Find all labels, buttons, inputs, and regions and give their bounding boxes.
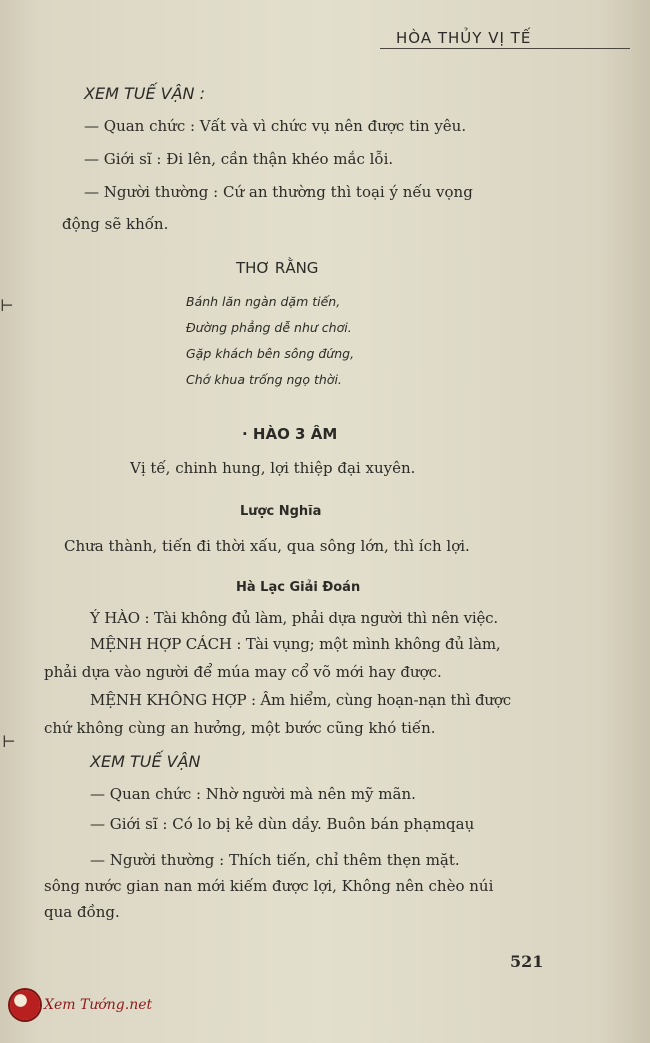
hao-verse: Vị tế, chinh hung, lợi thiệp đại xuyên. (130, 459, 416, 477)
poem-line: Gặp khách bên sông đứng, (186, 346, 355, 361)
paragraph-line: — Quan chức : Vất và vì chức vụ nên được tin yêu. (84, 117, 467, 135)
paragraph-line: MỆNH KHÔNG HỢP : Âm hiểm, cùng hoạn-nạn thì được (90, 691, 511, 709)
paragraph-line: chứ không cùng an hưởng, một bước cũng khó tiến. (44, 719, 436, 737)
section-heading: XEM TUẾ VẬN (90, 752, 201, 771)
poem-line: Bánh lăn ngàn dặm tiến, (186, 294, 341, 309)
paragraph-line: — Quan chức : Nhờ người mà nên mỹ mãn. (90, 785, 416, 803)
paragraph-line: động sẽ khốn. (62, 215, 169, 233)
paragraph-line: — Giới sĩ : Có lo bị kẻ dùn dầy. Buôn bán phạmqaụ (90, 815, 475, 833)
luoc-nghia-text: Chưa thành, tiến đi thời xấu, qua sông lớn, thì ích lợi. (64, 537, 470, 555)
ha-lac-title: Hà Lạc Giải Đoán (236, 580, 361, 595)
paragraph-line: sông nước gian nan mới kiếm được lợi, Không nên chèo núi (44, 877, 494, 895)
margin-mark: ⊢ (2, 732, 16, 751)
hao-title: · HÀO 3 ÂM (242, 425, 338, 443)
running-title: HÒA THỦY VỊ TẾ (396, 29, 532, 47)
page-number: 521 (510, 952, 544, 971)
poem-line: Chớ khua trống ngọ thời. (186, 372, 342, 387)
paragraph-line: qua đồng. (44, 903, 120, 921)
section-heading: XEM TUẾ VẬN : (84, 84, 205, 103)
paragraph-line: Ý HÀO : Tài không đủ làm, phải dựa người thì nên việc. (90, 609, 498, 627)
margin-mark: ⊢ (0, 296, 14, 315)
luoc-nghia-title: Lược Nghĩa (240, 504, 322, 519)
watermark (10, 990, 152, 1020)
header-rule (380, 48, 630, 49)
poem-title: THƠ RẰNG (236, 259, 319, 277)
paragraph-line: phải dựa vào người để múa may cổ võ mới hay được. (44, 663, 442, 681)
watermark-text: Xem Tướng.net (44, 997, 153, 1013)
yin-yang-logo-icon (10, 990, 40, 1020)
paragraph-line: — Người thường : Thích tiến, chỉ thêm thẹn mặt. (90, 851, 460, 869)
paragraph-line: — Giới sĩ : Đi lên, cần thận khéo mắc lỗi. (84, 150, 394, 168)
poem-line: Đường phẳng dễ như chơi. (186, 320, 352, 335)
paragraph-line: — Người thường : Cứ an thường thì toại ý nếu vọng (84, 183, 473, 201)
paragraph-line: MỆNH HỢP CÁCH : Tài vụng; một mình không đủ làm, (90, 635, 501, 653)
